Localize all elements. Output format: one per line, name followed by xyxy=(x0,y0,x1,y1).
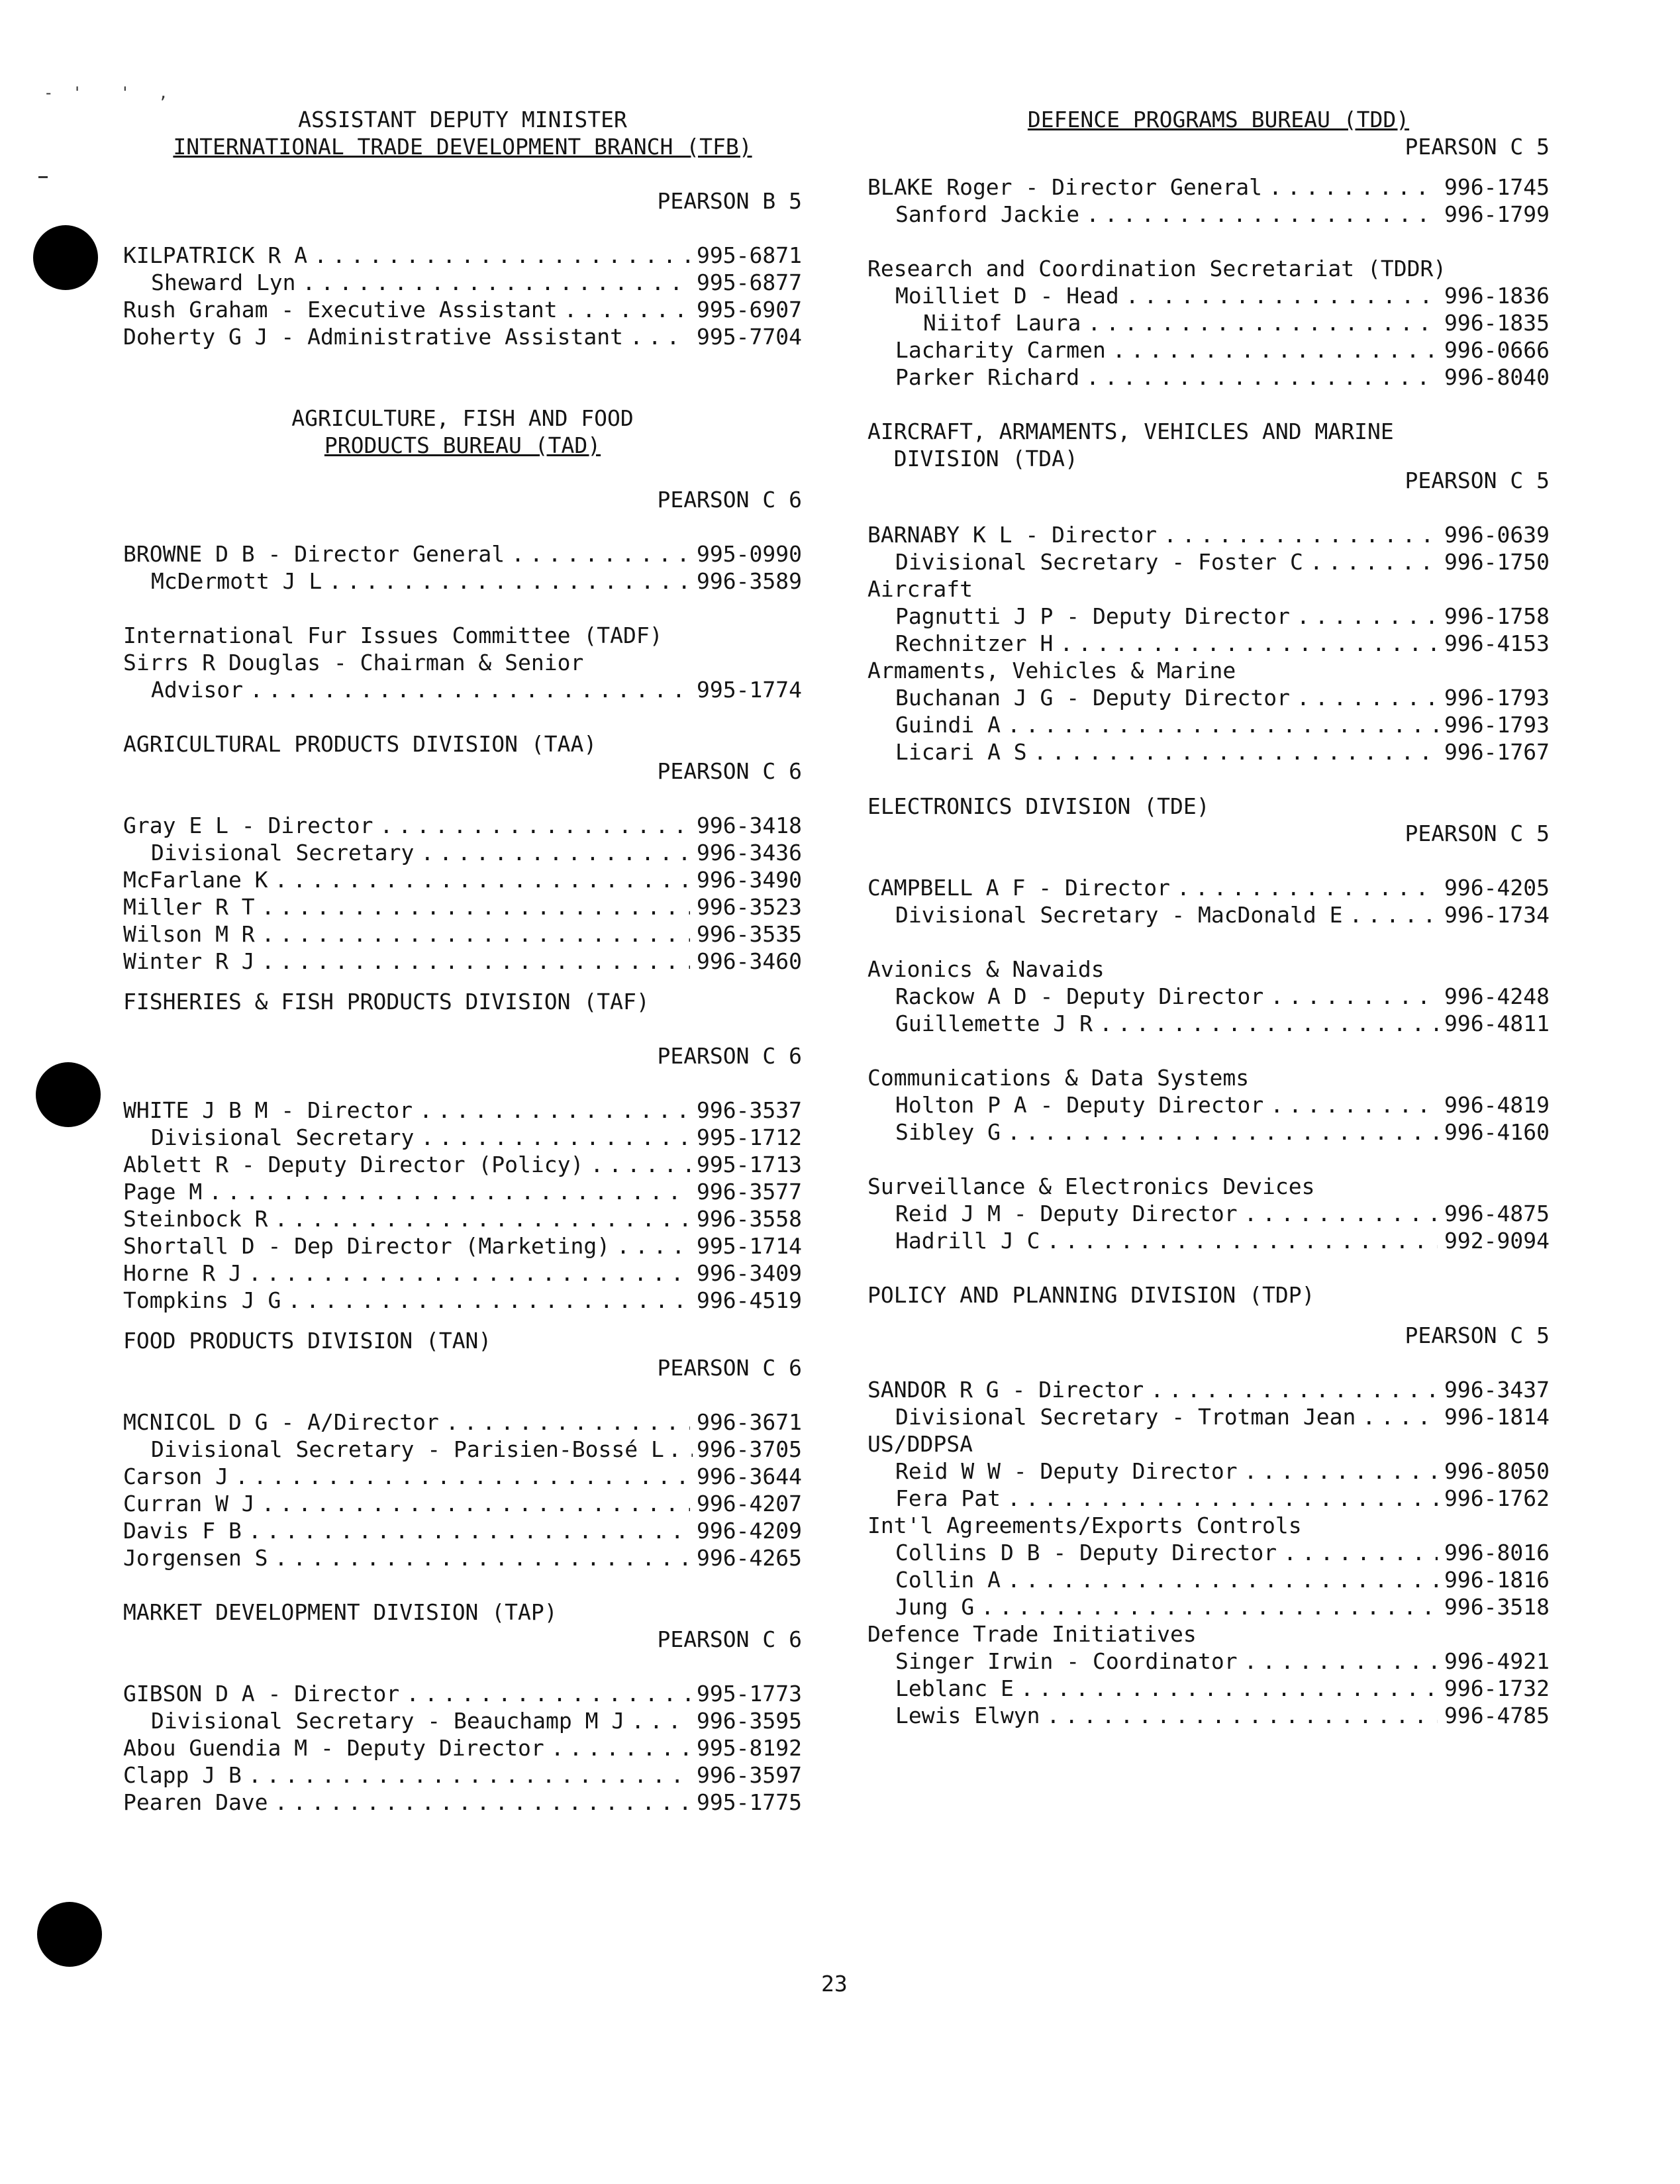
directory-entry: Divisional Secretary - Foster C . . . 996-1750 xyxy=(867,548,1550,575)
directory-entry: Buchanan J G - Deputy Director . . . 996-1793 xyxy=(867,684,1550,711)
section-title: POLICY AND PLANNING DIVISION (TDP) xyxy=(867,1282,1315,1308)
punch-hole-middle xyxy=(36,1062,101,1127)
section-tap xyxy=(123,1599,802,1816)
section-title: ASSISTANT DEPUTY MINISTER xyxy=(298,107,627,132)
subgroup-heading: US/DDPSA xyxy=(867,1431,973,1457)
directory-entry: Sibley G . . . 996-4160 xyxy=(867,1118,1550,1146)
directory-entry: Page M . . . 996-3577 xyxy=(123,1178,802,1205)
directory-entry: CAMPBELL A F - Director . . . 996-4205 xyxy=(867,874,1550,901)
right-column xyxy=(867,106,1550,1729)
directory-entry: Leblanc E . . . 996-1732 xyxy=(867,1675,1550,1702)
directory-entry: Fera Pat . . . 996-1762 xyxy=(867,1485,1550,1512)
subgroup-heading: Defence Trade Initiatives xyxy=(867,1621,1197,1647)
directory-entry: Lewis Elwyn . . . 996-4785 xyxy=(867,1702,1550,1729)
directory-entry: Sheward Lyn . . . 995-6877 xyxy=(123,269,802,296)
directory-entry: Divisional Secretary . . . 995-1712 xyxy=(123,1124,802,1151)
directory-entry: Abou Guendia M - Deputy Director . . . 995-8192 xyxy=(123,1734,802,1762)
left-column xyxy=(123,106,802,1816)
directory-entry: Tompkins J G . . . 996-4519 xyxy=(123,1287,802,1314)
directory-entry: McDermott J L . . . 996-3589 xyxy=(123,568,802,595)
location: PEARSON B 5 xyxy=(657,188,802,214)
directory-entry: WHITE J B M - Director . . . 996-3537 xyxy=(123,1097,802,1124)
directory-entry: Curran W J . . . 996-4207 xyxy=(123,1490,802,1517)
directory-entry: BARNABY K L - Director . . . 996-0639 xyxy=(867,521,1550,548)
directory-entry: Gray E L - Director . . . 996-3418 xyxy=(123,812,802,839)
directory-entry: BROWNE D B - Director General . . . 995-0990 xyxy=(123,540,802,568)
directory-entry: Sanford Jackie . . . 996-1799 xyxy=(867,201,1550,228)
section-tan xyxy=(123,1327,802,1571)
location: PEARSON C 6 xyxy=(657,1626,802,1652)
subgroup-heading: Communications & Data Systems xyxy=(867,1065,1250,1091)
subgroup-heading: Armaments, Vehicles & Marine xyxy=(867,658,1236,683)
directory-entry: Wilson M R . . . 996-3535 xyxy=(123,920,802,948)
directory-entry: Guillemette J R . . . 996-4811 xyxy=(867,1010,1550,1037)
directory-entry: Divisional Secretary . . . 996-3436 xyxy=(123,839,802,866)
directory-entry: Pagnutti J P - Deputy Director . . . 996-1758 xyxy=(867,603,1550,630)
section-title: PRODUCTS BUREAU (TAD) xyxy=(324,432,601,458)
section-title: AGRICULTURE, FISH AND FOOD xyxy=(291,405,634,431)
location: PEARSON C 6 xyxy=(657,1355,802,1381)
directory-entry: McFarlane K . . . 996-3490 xyxy=(123,866,802,893)
section-tad xyxy=(123,405,802,703)
directory-entry: Rackow A D - Deputy Director . . . 996-4248 xyxy=(867,983,1550,1010)
directory-entry: Pearen Dave . . . 995-1775 xyxy=(123,1789,802,1816)
punch-hole-bottom xyxy=(37,1902,102,1967)
location: PEARSON C 6 xyxy=(657,1043,802,1069)
directory-entry: Advisor . . . 995-1774 xyxy=(123,676,802,703)
directory-entry: Singer Irwin - Coordinator . . . 996-4921 xyxy=(867,1648,1550,1675)
section-title: DIVISION (TDA) xyxy=(867,446,1078,472)
section-title: INTERNATIONAL TRADE DEVELOPMENT BRANCH (TFB) xyxy=(173,134,752,160)
location: PEARSON C 5 xyxy=(1405,468,1550,493)
directory-entry: Hadrill J C . . . 992-9094 xyxy=(867,1227,1550,1254)
subgroup-heading: Research and Coordination Secretariat (TDDR) xyxy=(867,256,1447,281)
location: PEARSON C 6 xyxy=(657,487,802,513)
directory-entry: Divisional Secretary - Trotman Jean . . . 996-1814 xyxy=(867,1403,1550,1430)
section-title: FISHERIES & FISH PRODUCTS DIVISION (TAF) xyxy=(123,989,650,1015)
subgroup-heading: Int'l Agreements/Exports Controls xyxy=(867,1513,1302,1538)
directory-entry: Reid J M - Deputy Director . . . 996-4875 xyxy=(867,1200,1550,1227)
subgroup-heading: Aircraft xyxy=(867,576,973,602)
directory-entry: Miller R T . . . 996-3523 xyxy=(123,893,802,920)
directory-entry: Moilliet D - Head . . . 996-1836 xyxy=(867,282,1550,309)
section-taa xyxy=(123,730,802,975)
directory-entry: Divisional Secretary - Parisien-Bossé L . . . 996-3705 xyxy=(123,1436,802,1463)
directory-entry: Lacharity Carmen . . . 996-0666 xyxy=(867,336,1550,364)
directory-entry: Ablett R - Deputy Director (Policy) . . . 995-1713 xyxy=(123,1151,802,1178)
directory-entry: Horne R J . . . 996-3409 xyxy=(123,1260,802,1287)
scan-specks: - ' ' , xyxy=(44,83,168,102)
directory-entry: Parker Richard . . . 996-8040 xyxy=(867,364,1550,391)
directory-entry: Jorgensen S . . . 996-4265 xyxy=(123,1544,802,1571)
punch-hole-top xyxy=(33,225,98,290)
directory-entry: Collins D B - Deputy Director . . . 996-8016 xyxy=(867,1539,1550,1566)
page-number: 23 xyxy=(821,1971,848,1997)
directory-entry: Collin A . . . 996-1816 xyxy=(867,1566,1550,1593)
location: PEARSON C 6 xyxy=(657,758,802,784)
directory-entry: Davis F B . . . 996-4209 xyxy=(123,1517,802,1544)
location: PEARSON C 5 xyxy=(1405,1322,1550,1348)
section-title: MARKET DEVELOPMENT DIVISION (TAP) xyxy=(123,1599,558,1625)
location: PEARSON C 5 xyxy=(1405,134,1550,160)
directory-entry: Holton P A - Deputy Director . . . 996-4819 xyxy=(867,1091,1550,1118)
section-title: AIRCRAFT, ARMAMENTS, VEHICLES AND MARINE xyxy=(867,419,1394,444)
directory-entry: Divisional Secretary - Beauchamp M J . . . 996-3595 xyxy=(123,1707,802,1734)
directory-entry: BLAKE Roger - Director General . . . 996-1745 xyxy=(867,174,1550,201)
section-taf xyxy=(123,988,802,1314)
directory-entry: Carson J . . . 996-3644 xyxy=(123,1463,802,1490)
directory-entry: Doherty G J - Administrative Assistant . . . 995-7704 xyxy=(123,323,802,350)
directory-entry: Jung G . . . 996-3518 xyxy=(867,1593,1550,1620)
subgroup-heading: Avionics & Navaids xyxy=(867,956,1105,982)
section-title: ELECTRONICS DIVISION (TDE) xyxy=(867,793,1210,819)
subgroup-heading: Surveillance & Electronics Devices xyxy=(867,1173,1315,1199)
directory-entry: Rechnitzer H . . . 996-4153 xyxy=(867,630,1550,657)
directory-entry: Niitof Laura . . . 996-1835 xyxy=(867,309,1550,336)
directory-entry: MCNICOL D G - A/Director . . . 996-3671 xyxy=(123,1409,802,1436)
section-tfb xyxy=(123,106,802,350)
section-tda xyxy=(867,418,1550,766)
subgroup-heading: Sirrs R Douglas - Chairman & Senior xyxy=(123,650,584,675)
directory-entry: Licari A S . . . 996-1767 xyxy=(867,738,1550,766)
section-tdp xyxy=(867,1281,1550,1729)
directory-entry: Divisional Secretary - MacDonald E . . . 996-1734 xyxy=(867,901,1550,928)
directory-entry: Guindi A . . . 996-1793 xyxy=(867,711,1550,738)
section-title: FOOD PRODUCTS DIVISION (TAN) xyxy=(123,1328,492,1354)
directory-entry: Reid W W - Deputy Director . . . 996-8050 xyxy=(867,1458,1550,1485)
directory-entry: Winter R J . . . 996-3460 xyxy=(123,948,802,975)
directory-entry: SANDOR R G - Director . . . 996-3437 xyxy=(867,1376,1550,1403)
directory-entry: Steinbock R . . . 996-3558 xyxy=(123,1205,802,1232)
section-tdd xyxy=(867,106,1550,391)
section-title: AGRICULTURAL PRODUCTS DIVISION (TAA) xyxy=(123,731,597,757)
subgroup-heading: International Fur Issues Committee (TADF) xyxy=(123,622,663,648)
directory-entry: Shortall D - Dep Director (Marketing) . . . 995-1714 xyxy=(123,1232,802,1260)
section-title: DEFENCE PROGRAMS BUREAU (TDD) xyxy=(1027,107,1410,132)
scan-mark xyxy=(38,176,48,178)
directory-entry: Rush Graham - Executive Assistant . . . 995-6907 xyxy=(123,296,802,323)
location: PEARSON C 5 xyxy=(1405,820,1550,846)
section-tde xyxy=(867,793,1550,1254)
directory-entry: Clapp J B . . . 996-3597 xyxy=(123,1762,802,1789)
directory-entry: KILPATRICK R A . . . 995-6871 xyxy=(123,242,802,269)
directory-entry: GIBSON D A - Director . . . 995-1773 xyxy=(123,1680,802,1707)
